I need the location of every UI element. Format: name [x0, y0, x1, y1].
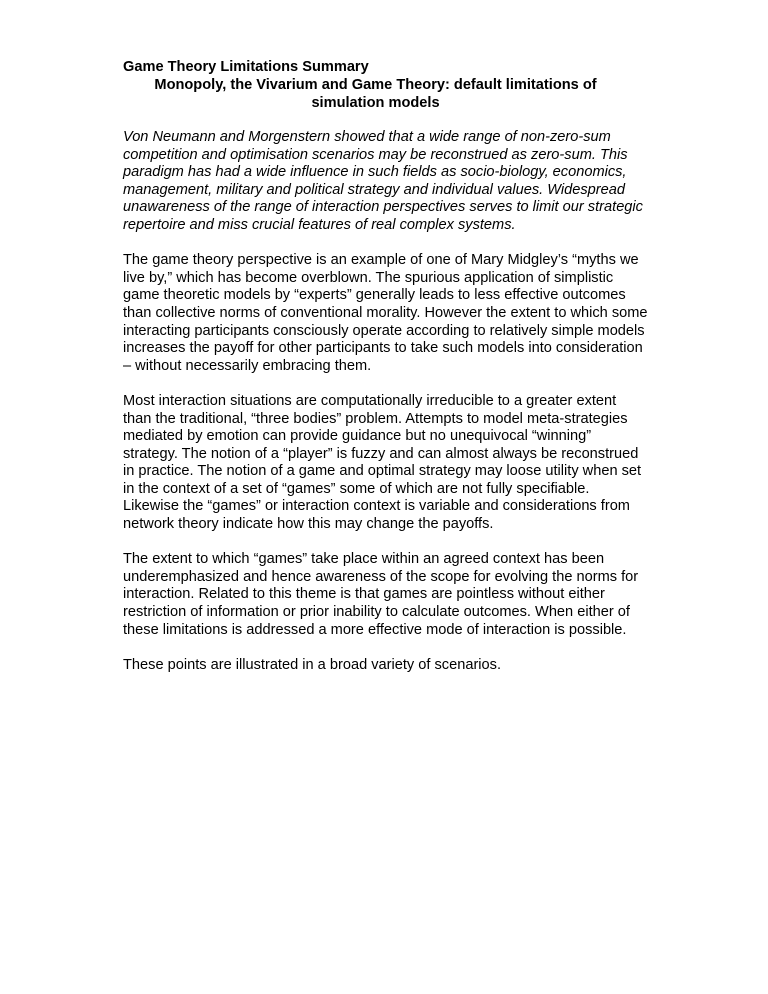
paragraph-context: The extent to which “games” take place within an agreed context has been underemphasized and hence awareness of the scope for evolving the norms for interaction. Related to this theme is that games are pointless without either restriction of information or prior inability to calculate outcomes. When either of these limitations is addressed a more effective mode of interaction is possible.: [123, 551, 639, 638]
paragraph-irreducible: Most interaction situations are computationally irreducible to a greater extent than the traditional, “three bodies” problem. Attempts to model meta-strategies mediated by emotion can provide guidance but no unequivocal “winning” strategy. The notion of a “player” is fuzzy and can almost always be reconstrued in practice. The notion of a game and optimal strategy may loose utility when set in the context of a set of “games” some of which are not fully specifiable. Likewise the “games” or interaction context is variable and considerations from network theory indicate how this may change the payoffs.: [123, 392, 642, 533]
document-page: [123, 58, 648, 674]
document-title: Game Theory Limitations Summary: [123, 59, 369, 75]
paragraph-scenarios: These points are illustrated in a broad variety of scenarios.: [123, 656, 502, 673]
paragraph-myths: The game theory perspective is an example of one of Mary Midgley’s “myths we live by,” which has become overblown. The spurious application of simplistic game theoretic models by “experts” generally leads to less effective outcomes than collective norms of conventional morality. However the extent to which some interacting participants consciously operate according to relatively simple models increases the payoff for other participants to take such models into consideration – without necessarily embracing them.: [123, 252, 648, 374]
document-subtitle: Monopoly, the Vivarium and Game Theory: default limitations of simulation models: [154, 77, 597, 111]
paragraph-abstract: Von Neumann and Morgenstern showed that a wide range of non-zero-sum competition and optimisation scenarios may be reconstrued as zero-sum. This paradigm has had a wide influence in such fields as socio-biology, economics, management, military and political strategy and individual values. Widespread unawareness of the range of interaction perspectives serves to limit our strategic repertoire and miss crucial features of real complex systems.: [123, 129, 643, 233]
